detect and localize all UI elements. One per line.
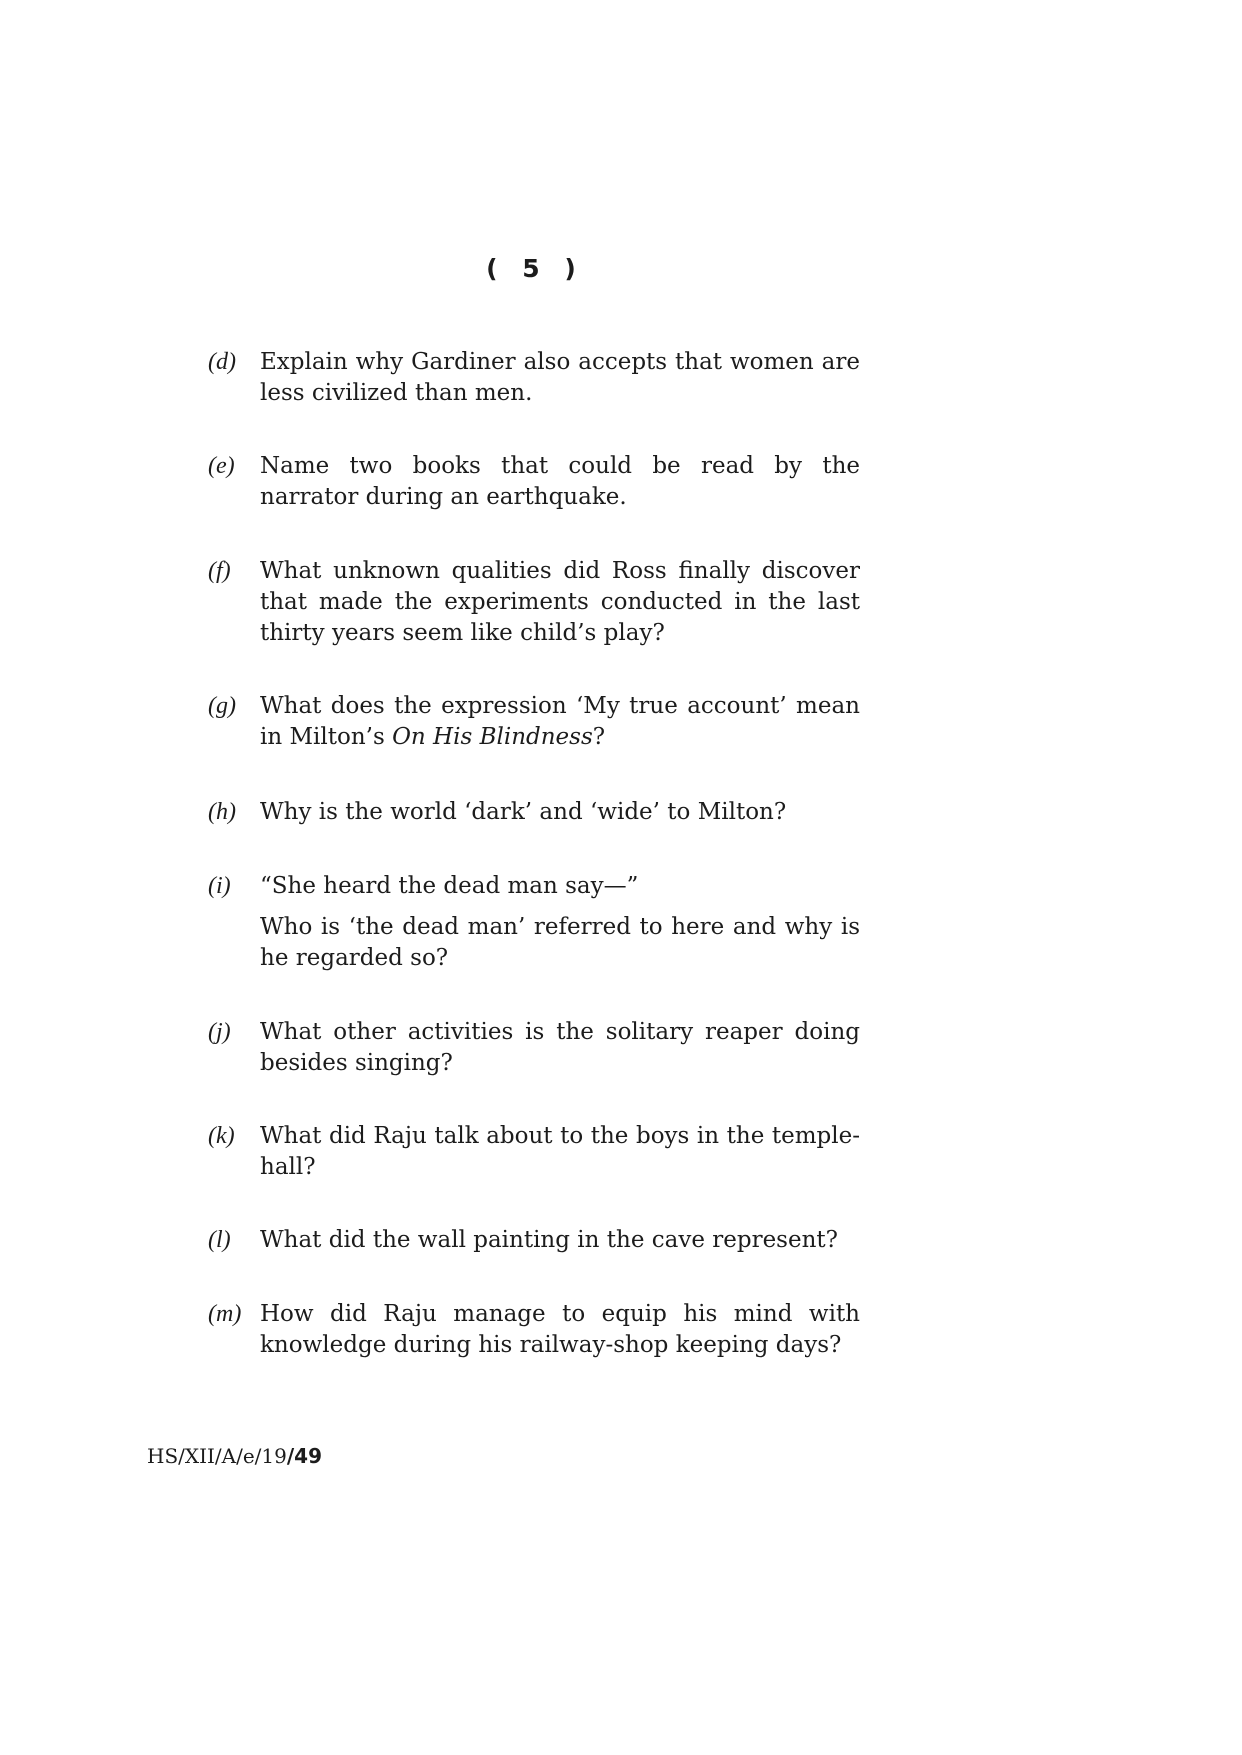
question-label: (j) <box>208 1019 231 1045</box>
question-text: What unknown qualities did Ross finally discover that made the experiments conducted in the last thirty years seem like child’s play? <box>260 558 860 646</box>
paper-code-footer <box>147 1443 322 1469</box>
question-l <box>208 1225 860 1256</box>
question-text: What other activities is the solitary reaper doing besides singing? <box>260 1019 860 1076</box>
question-text-part: ? <box>592 724 606 750</box>
question-k <box>208 1121 860 1183</box>
question-text-part: What does the expression ‘My true account’ mean in Milton’s <box>260 693 860 750</box>
question-label: (l) <box>208 1227 231 1253</box>
question-d <box>208 347 860 409</box>
question-body <box>260 871 860 974</box>
page-number: ( 5 ) <box>486 254 584 283</box>
question-text: Explain why Gardiner also accepts that women are less civilized than men. <box>260 349 860 406</box>
question-text: Why is the world ‘dark’ and ‘wide’ to Milton? <box>260 799 787 825</box>
question-text: What did the wall painting in the cave represent? <box>260 1227 838 1253</box>
question-j <box>208 1017 860 1079</box>
question-label: (m) <box>208 1301 242 1327</box>
paper-code-number: /49 <box>286 1444 323 1468</box>
question-text: Name two books that could be read by the narrator during an earthquake. <box>260 453 860 510</box>
paper-code: HS/XII/A/e/19 <box>147 1444 287 1468</box>
question-g <box>208 691 860 753</box>
question-quote: “She heard the dead man say—” <box>260 873 639 899</box>
question-text: What did Raju talk about to the boys in the temple-hall? <box>260 1123 860 1180</box>
question-i <box>208 871 860 974</box>
question-text <box>260 691 860 753</box>
question-label: (i) <box>208 873 231 899</box>
poem-title: On His Blindness <box>392 724 593 750</box>
question-label: (g) <box>208 693 236 719</box>
question-label: (e) <box>208 453 235 479</box>
question-m <box>208 1299 860 1361</box>
question-h <box>208 797 860 828</box>
question-label: (k) <box>208 1123 235 1149</box>
question-f <box>208 556 860 649</box>
question-label: (d) <box>208 349 236 375</box>
question-text: How did Raju manage to equip his mind with knowledge during his railway-shop keeping days? <box>260 1301 860 1358</box>
question-label: (h) <box>208 799 236 825</box>
question-label: (f) <box>208 558 231 584</box>
question-e <box>208 451 860 513</box>
question-text: Who is ‘the dead man’ referred to here and why is he regarded so? <box>260 914 860 971</box>
